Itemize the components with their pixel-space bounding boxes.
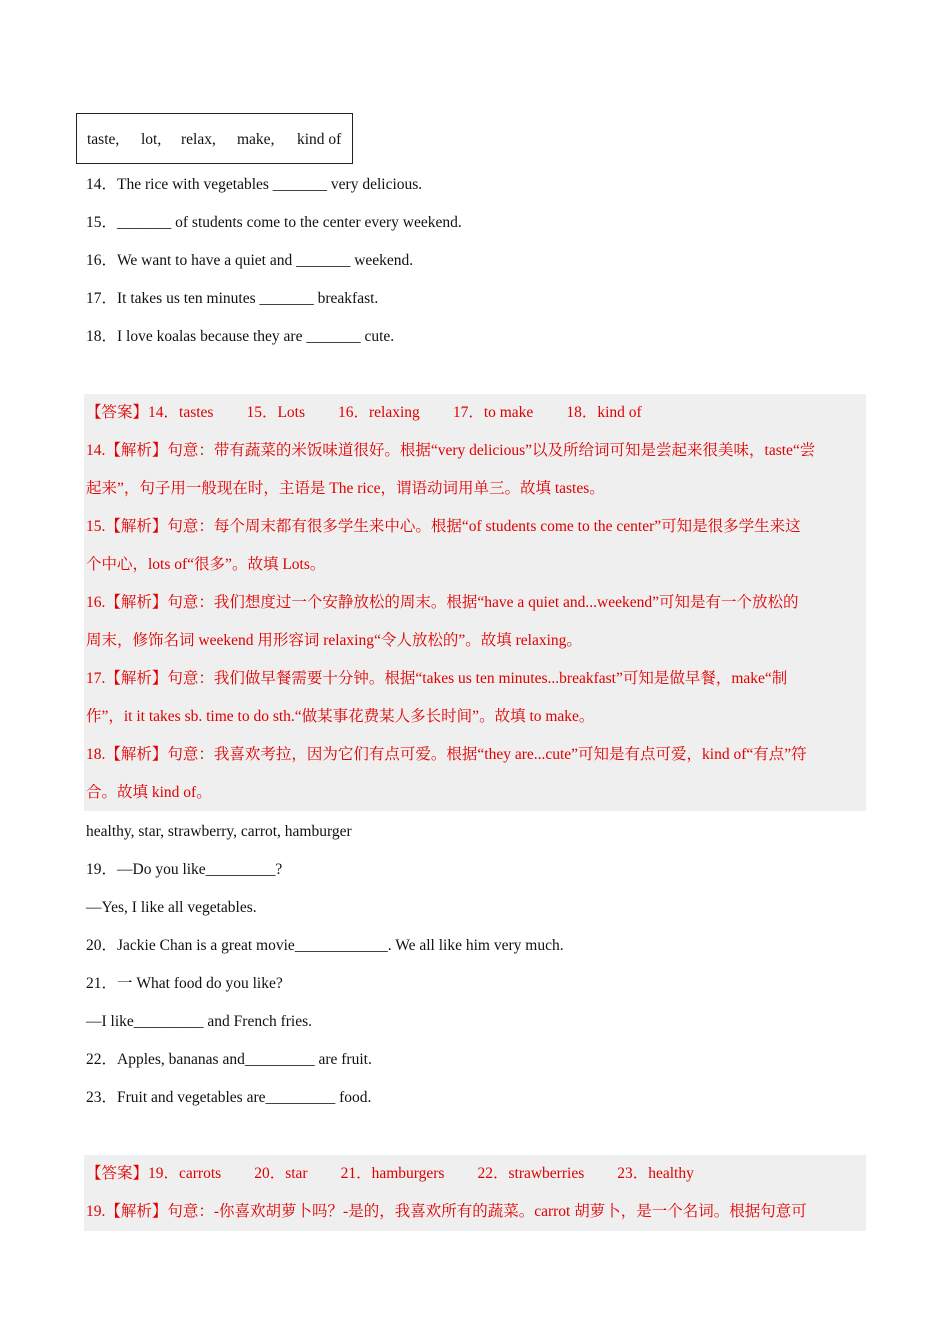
question-14: 14．The rice with vegetables _______ very delicious.: [86, 176, 423, 193]
question-21-reply: —I like_________ and French fries.: [86, 1013, 312, 1030]
answer-item: 16．relaxing: [338, 404, 420, 421]
answer-item: 20．star: [254, 1165, 308, 1182]
question-23: 23．Fruit and vegetables are_________ food.: [86, 1089, 372, 1106]
answer-label: 【答案】: [86, 404, 149, 421]
answer-item: 23．healthy: [617, 1165, 694, 1182]
analysis-line: 起来”，句子用一般现在时，主语是 The rice，谓语动词用单三。故填 tastes。: [86, 480, 605, 497]
analysis-line: 19.【解析】句意：-你喜欢胡萝卜吗？-是的，我喜欢所有的蔬菜。carrot 胡萝卜，是一个名词。根据句意可: [86, 1203, 807, 1220]
word-list-2: healthy, star, strawberry, carrot, hamburger: [86, 823, 352, 840]
question-18: 18．I love koalas because they are _______ cute.: [86, 328, 395, 345]
question-17: 17．It takes us ten minutes _______ breakfast.: [86, 290, 379, 307]
answer-block-2: [84, 1155, 866, 1231]
word-bank-item: taste,: [87, 131, 120, 148]
analysis-line: 作”，it it takes sb. time to do sth.“做某事花费某人多长时间”。故填 to make。: [86, 708, 595, 725]
analysis-line: 合。故填 kind of。: [86, 784, 212, 801]
answer-item: 18．kind of: [566, 404, 642, 421]
word-bank-box: [76, 113, 353, 164]
word-bank-item: make,: [237, 131, 275, 148]
analysis-line: 17.【解析】句意：我们做早餐需要十分钟。根据“takes us ten minutes...breakfast”可知是做早餐，make“制: [86, 670, 788, 687]
question-19-reply: —Yes, I like all vegetables.: [86, 899, 257, 916]
question-22: 22．Apples, bananas and_________ are fruit.: [86, 1051, 372, 1068]
word-bank-item: lot,: [141, 131, 162, 148]
question-16: 16．We want to have a quiet and _______ weekend.: [86, 252, 414, 269]
analysis-line: 个中心，lots of“很多”。故填 Lots。: [86, 556, 326, 573]
analysis-line: 周末，修饰名词 weekend 用形容词 relaxing“令人放松的”。故填 relaxing。: [86, 632, 582, 649]
answer-item: 15．Lots: [246, 404, 306, 421]
word-bank-item: kind of: [297, 131, 342, 148]
analysis-line: 16.【解析】句意：我们想度过一个安静放松的周末。根据“have a quiet and...weekend”可知是有一个放松的: [86, 594, 799, 611]
question-15: 15．_______ of students come to the center every weekend.: [86, 214, 462, 231]
answer-line-2: [86, 1164, 694, 1184]
answer-item: 19．carrots: [148, 1165, 222, 1182]
answer-item: 17．to make: [452, 404, 534, 421]
question-20: 20．Jackie Chan is a great movie____________. We all like him very much.: [86, 937, 564, 954]
answer-block-1: [84, 394, 866, 811]
answer-item: 21．hamburgers: [340, 1165, 445, 1182]
analysis-line: 14.【解析】句意：带有蔬菜的米饭味道很好。根据“very delicious”以及所给词可知是尝起来很美味，taste“尝: [86, 442, 816, 459]
analysis-line: 15.【解析】句意：每个周末都有很多学生来中心。根据“of students come to the center”可知是很多学生来这: [86, 518, 801, 535]
answer-item: 14．tastes: [148, 404, 214, 421]
answer-item: 22．strawberries: [477, 1165, 585, 1182]
question-19: 19．—Do you like_________?: [86, 861, 283, 878]
answer-label: 【答案】: [86, 1165, 149, 1182]
question-21: 21．一 What food do you like?: [86, 975, 283, 992]
word-bank-item: relax,: [181, 131, 216, 148]
analysis-line: 18.【解析】句意：我喜欢考拉，因为它们有点可爱。根据“they are...cute”可知是有点可爱，kind of“有点”符: [86, 746, 807, 763]
answer-line-1: [86, 403, 642, 423]
